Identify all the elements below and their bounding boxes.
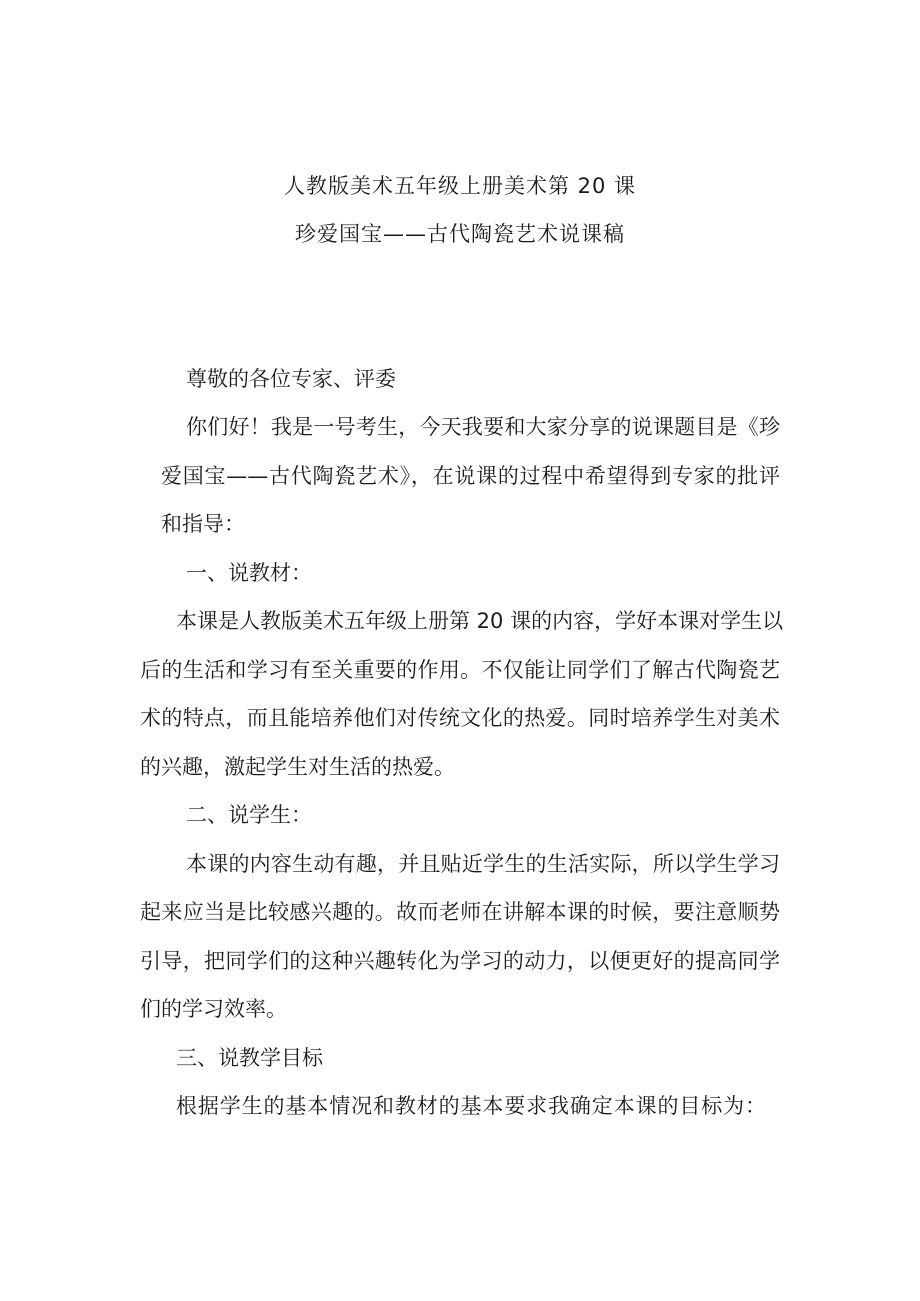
- section-1-paragraph-line: 本课是人教版美术五年级上册第 20 课的内容，学好本课对学生以: [176, 609, 784, 633]
- section-3-paragraph-line: 根据学生的基本情况和教材的基本要求我确定本课的目标为：: [176, 1094, 766, 1118]
- section-2-paragraph-line: 们的学习效率。: [140, 997, 287, 1021]
- section-1-paragraph-line: 术的特点，而且能培养他们对传统文化的热爱。同时培养学生对美术: [140, 706, 780, 730]
- intro-line: 和指导：: [161, 512, 245, 536]
- section-2-paragraph-line: 引导，把同学们的这种兴趣转化为学习的动力，以便更好的提高同学: [140, 949, 780, 973]
- intro-line: 你们好！我是一号考生，今天我要和大家分享的说课题目是《珍: [186, 415, 780, 439]
- section-2-paragraph-line: 本课的内容生动有趣，并且贴近学生的生活实际，所以学生学习: [186, 852, 780, 876]
- section-2-heading: 二、说学生：: [186, 803, 312, 827]
- document-title-line-1: 人教版美术五年级上册美术第 20 课: [283, 174, 637, 198]
- intro-line: 爱国宝——古代陶瓷艺术》，在说课的过程中希望得到专家的批评: [161, 464, 780, 488]
- section-1-paragraph-line: 的兴趣，激起学生对生活的热爱。: [140, 755, 455, 779]
- greeting: 尊敬的各位专家、评委: [186, 367, 396, 391]
- section-1-paragraph-line: 后的生活和学习有至关重要的作用。不仅能让同学们了解古代陶瓷艺: [140, 658, 780, 682]
- section-3-heading: 三、说教学目标: [176, 1046, 323, 1070]
- section-2-paragraph-line: 起来应当是比较感兴趣的。故而老师在讲解本课的时候，要注意顺势: [140, 900, 780, 924]
- section-1-heading: 一、说教材：: [186, 561, 312, 585]
- document-title-line-2: 珍爱国宝——古代陶瓷艺术说课稿: [295, 222, 625, 246]
